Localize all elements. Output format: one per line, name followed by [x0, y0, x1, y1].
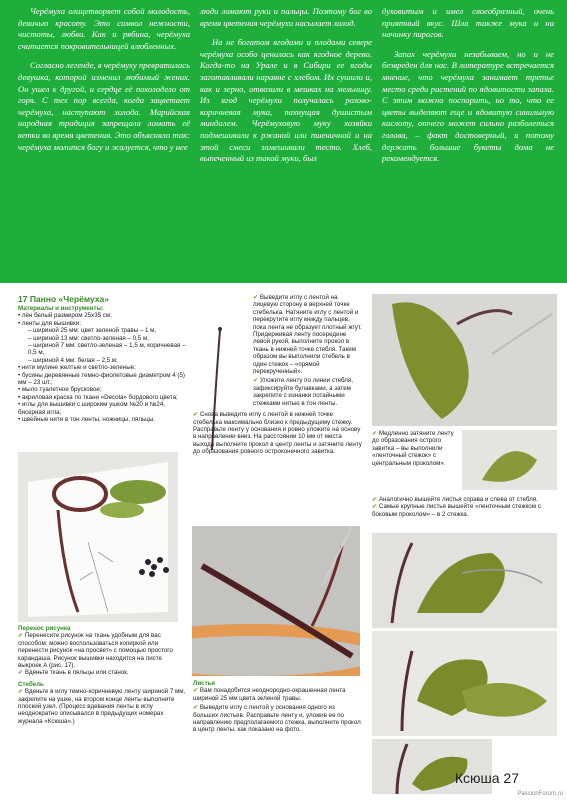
watermark: PassionForum.ru: [517, 791, 563, 797]
check-icon: ✔: [18, 632, 25, 640]
check-icon: ✔: [18, 669, 25, 677]
check-icon: ✔: [253, 377, 260, 385]
material-item: – шириной 13 мм: светло-зеленая – 0,5 м,: [28, 334, 149, 342]
leaves-text: Вам понадобится неоднородно-окрашенная лента шириной 25 мм цвета зеленой травы.: [193, 687, 346, 702]
check-icon: ✔: [193, 687, 200, 695]
banner-paragraph: люди ломают руки и пальцы. Поэтому бог во время цветения черёмухи насылает холод.: [200, 6, 372, 28]
banner-paragraph: На не богатом ягодами и плодами севере черёмуха особо ценилась как ягодное дерево. Когда-то на Урале и в Сибири ее ягоды заготавливали наравне с хлебом. Их сушили и, как и зерно, отвозили в мешках на мельницу. Из ягод черёмухи получалась розово-коричневая мука, пахнущая душистым миндалем. Черёмуховую муку хозяйки подмешивали к ржаной или пшеничной и на этой смеси замешивали тесто. Хлеб, выпеченный из такой муки, был: [200, 37, 372, 164]
material-item: • иглы для вышивки с широким ушком №20 и №24, бисерная игла;: [18, 401, 166, 416]
check-icon: ✔: [253, 294, 260, 301]
page-number: Ксюша 27: [454, 770, 519, 786]
material-item: – шириной 4 мм: белая – 2,5 м;: [28, 356, 118, 364]
material-item: • акриловая краска по ткани «Decola» бордового цвета;: [18, 393, 178, 401]
caption-2: [372, 496, 557, 518]
check-icon: ✔: [193, 411, 200, 419]
material-item: • ленты для вышивки:: [18, 319, 81, 327]
banner-paragraph: духовитым и имел своеобразный, очень приятный вкус. Шла также мука и на начинку пирогов.: [382, 6, 554, 40]
material-item: – шириной 25 мм: цвет зеленой травы – 1 м,: [28, 327, 157, 335]
project-title: 17 Панно «Черёмуха»: [18, 294, 110, 304]
banner-paragraph: Черёмуха олицетворяет собой молодость, девичью красоту. Это символ нежности, чистоты, любви. Как и рябина, черёмуха считается покровительницей влюбленных.: [18, 6, 190, 51]
leaves-section: [193, 680, 361, 734]
stem-header: Стебель: [18, 680, 44, 688]
check-icon: ✔: [18, 688, 25, 696]
instruction-text: Уложите ленту по линии стебля, зафиксируйте булавками, а затем закрепите с изнанки потайными стежками нитью в тон ленты.: [253, 377, 353, 407]
leaves-header: Листья: [193, 680, 216, 687]
banner-column-3: [382, 6, 554, 165]
transfer-header: Перенос рисунка: [18, 625, 71, 632]
banner-column-2: [200, 6, 372, 165]
instruction-text: Выведите иглу с лентой на лицевую сторону в верхней точке стебелька. Натяните иглу с лентой и перекрутите иглу между пальцев, пока лента не образует плотный жгут. Придерживая ленту посередине левой рукой, выполните прокол в ткань в нижней точке стебля. Таким образом вы выполнили стебель в один стежок – «прямой перекрученный».: [253, 294, 362, 376]
materials-header: Материалы и инструменты:: [18, 305, 104, 312]
leaf-photo-2: [462, 430, 557, 490]
check-icon: ✔: [372, 430, 379, 437]
caption-text: Самые крупные листья вышейте «ленточным стежком с боковым проколом» – в 2 стежка.: [372, 503, 541, 518]
check-icon: ✔: [372, 496, 379, 503]
banner-column-1: [18, 6, 190, 153]
leaf-photo-1: [372, 294, 557, 426]
stem-text: Вденьте в иглу темно-коричневую ленту шириной 7 мм, закрепите на ушке, на втором конце ленты выполните плоский узел. (Процесс вдевания ленты в иглу неоднократно описывался в предыдущих номерах журнала «Ксюша».): [18, 688, 186, 725]
check-icon: ✔: [372, 503, 379, 511]
materials-section: [18, 294, 186, 424]
transfer-text: Перенесите рисунок на ткань удобным для вас способом: можно воспользоваться копиркой или перенести рисунок «на просвет» с помощью простого карандаша. Рисунок вышивки находится на листе выкроек А (рис. 17).: [18, 632, 173, 670]
material-item: • бусины деревянные темно-фиолетовые диаметром 4 (5) мм – 23 шт.;: [18, 371, 185, 387]
instruction-text: Снова выведите иглу с лентой в нижней точке стебелька максимально близко к предыдущему стежку. Расправьте ленту у основания и ровно уложите на основу в направлении вниз. На расстоянии 10 мм от места выхода выполните прокол в центр ленты и затяните ленту до образования ровного остроконечного завитка.: [193, 411, 362, 456]
leaf-photo-3: [372, 533, 557, 628]
material-item: • лён белый размером 25х35 см;: [18, 312, 112, 320]
materials-photo: [18, 452, 178, 622]
material-item: • нити мулине желтые и светло-зеленые;: [18, 364, 136, 372]
transfer-text: Вденьте ткань в пяльцы или станок.: [24, 669, 129, 677]
leaf-photo-4: [372, 631, 557, 736]
stem-instructions: [193, 294, 363, 456]
top-banner: [0, 0, 567, 283]
banner-paragraph: Согласно легенде, в черёмуху превратилась девушка, которой изменил любимый жених. Он ушел к другой, и сердце её похолодело от горя. С тех пор всегда, когда зацветает черёмуха, наступают холода. Марийская народная традиция запрещала ломать её ветки во время цветения. Это объясняло так: черёмуха молится богу и жалуется, что у нее: [18, 60, 190, 152]
stem-photo-2: [192, 526, 360, 676]
material-item: • мыло туалетное брусковое;: [18, 386, 102, 394]
caption-1: [372, 430, 458, 467]
leaves-text: Выведите иглу с лентой у основания одного из больших листьев. Расправьте ленту и, уложив ее по направлению предполагаемого стежка, выполните прокол в центр ленты, как показано на фото.: [193, 704, 361, 734]
banner-paragraph: Запах черёмухи незабываем, но и не безвреден для нас. В литературе встречается мнение, что черёмуха занимает третье место среди растений по ядовитости запаха. С этим можно поспорить, но то, что ее цветы выделяют еще и ядовитую синильную кислоту, отчего может сильно разболеться голова, – факт достоверный, и потому держать большие букеты дома не рекомендуется.: [382, 48, 554, 164]
check-icon: ✔: [193, 704, 200, 712]
caption-text: Медленно затяните ленту до образования острого завитка – вы выполнили «ленточный стежок» с центральным проколом».: [372, 430, 454, 467]
caption-text: Аналогично вышейте листья справа и слева от стебля.: [378, 496, 538, 503]
material-item: • швейные нити в тон ленты, ножницы, пяльцы.: [18, 416, 155, 424]
transfer-section: [18, 625, 186, 725]
material-item: – шириной 7 мм: светло-зеленая – 1,5 м, коричневая – 0,5 м,: [28, 342, 186, 357]
